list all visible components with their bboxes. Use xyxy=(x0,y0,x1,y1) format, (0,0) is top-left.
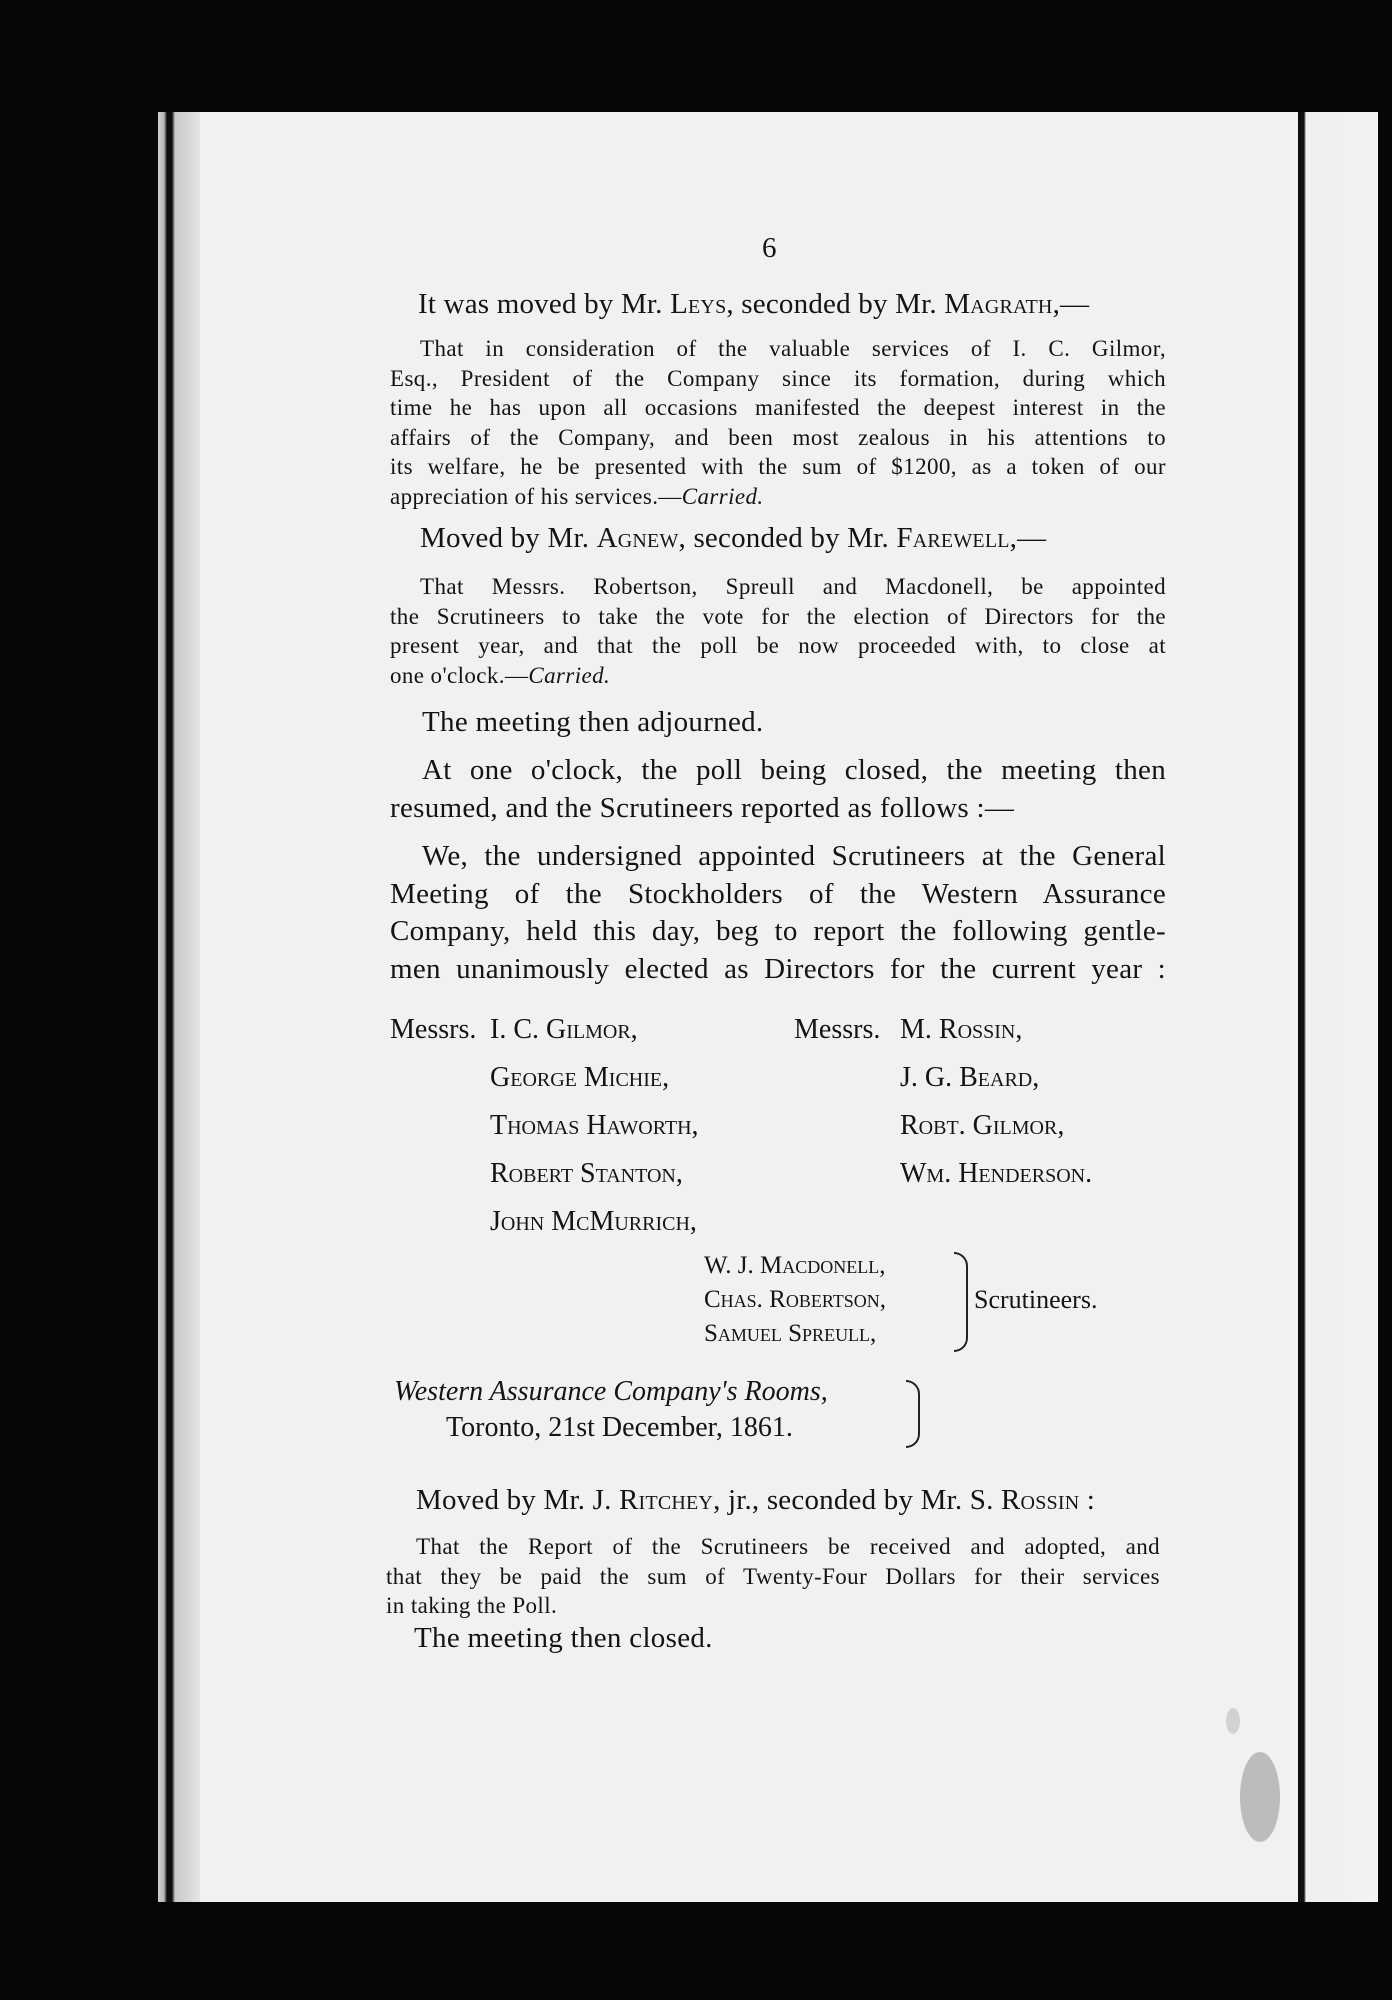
resolution-1-line: its welfare, he be presented with the sum of $1200, as a token of our xyxy=(390,454,1166,479)
motion-1-seconder: Magrath xyxy=(944,288,1053,320)
resolution-3-line: That the Report of the Scrutineers be received and adopted, and xyxy=(416,1534,1160,1559)
report-line: We, the undersigned appointed Scrutineers at the General xyxy=(422,840,1166,872)
scrutineers-label: Scrutineers. xyxy=(974,1285,1098,1314)
resolution-2 xyxy=(390,572,1166,690)
directors-prefix-left: Messrs. xyxy=(390,1014,477,1045)
signature-place: Western Assurance Company's Rooms, xyxy=(394,1376,828,1407)
director-name: M. Rossin, xyxy=(900,1014,1023,1045)
resolution-2-last-line: one o'clock.—Carried. xyxy=(390,662,611,688)
report-line: Company, held this day, beg to report the following gentle- xyxy=(390,915,1166,948)
left-page-edge xyxy=(158,112,202,1902)
director-name: John McMurrich, xyxy=(490,1206,697,1237)
scan-speck xyxy=(1226,1708,1240,1734)
motion-2-heading: Moved by Mr. Agnew, seconded by Mr. Farewell,— xyxy=(420,522,1047,554)
motion-1-mover: Leys xyxy=(670,288,727,320)
resolution-1-line: That in consideration of the valuable services of I. C. Gilmor, xyxy=(420,336,1166,361)
resolution-2-line: That Messrs. Robertson, Spreull and Macdonell, be appointed xyxy=(420,574,1166,599)
motion-3-mover: J. Ritchey xyxy=(592,1484,714,1516)
motion-1-result: Carried. xyxy=(681,483,764,509)
resolution-3 xyxy=(386,1532,1160,1621)
motion-3-heading: Moved by Mr. J. Ritchey, jr., seconded by Mr. S. Rossin : xyxy=(416,1484,1096,1516)
report-line: men unanimously elected as Directors for the current year : xyxy=(390,952,1166,985)
right-page-edge xyxy=(1298,112,1378,1902)
resolution-1-last-line: appreciation of his services.—Carried. xyxy=(390,483,764,509)
resolution-1-line: Esq., President of the Company since its formation, during which xyxy=(390,365,1166,391)
scrutineers-report xyxy=(390,838,1166,988)
resolution-3-line: that they be paid the sum of Twenty-Four Dollars for their services xyxy=(386,1563,1160,1589)
resolution-2-line: the Scrutineers to take the vote for the election of Directors for the xyxy=(390,603,1166,629)
scrutineer-name: Chas. Robertson, xyxy=(704,1286,887,1313)
report-line: Meeting of the Stockholders of the Western Assurance xyxy=(390,877,1166,910)
scrutineer-name: W. J. Macdonell, xyxy=(704,1252,886,1279)
meeting-closed: The meeting then closed. xyxy=(414,1622,713,1654)
scan-speck xyxy=(1240,1752,1280,1842)
resumed-last-line: resumed, and the Scrutineers reported as follows :— xyxy=(390,791,1015,824)
resolution-3-last-line: in taking the Poll. xyxy=(386,1593,558,1618)
motion-2-result: Carried. xyxy=(528,662,611,688)
meeting-adjourned: The meeting then adjourned. xyxy=(422,706,764,738)
resumed-line: At one o'clock, the poll being closed, the meeting then xyxy=(422,754,1166,786)
document-page xyxy=(200,112,1298,1902)
resolution-1-line: affairs of the Company, and been most zealous in his attentions to xyxy=(390,424,1166,450)
motion-2-seconder: Farewell xyxy=(896,522,1010,554)
meeting-resumed xyxy=(390,752,1166,827)
director-name: Wm. Henderson. xyxy=(900,1158,1093,1189)
motion-1-heading: It was moved by Mr. Leys, seconded by Mr. Magrath,— xyxy=(418,288,1090,320)
director-name: J. G. Beard, xyxy=(900,1062,1040,1093)
resolution-1 xyxy=(390,334,1166,511)
signature-date: Toronto, 21st December, 1861. xyxy=(446,1412,793,1443)
director-name: Robert Stanton, xyxy=(490,1158,683,1189)
director-name: I. C. Gilmor, xyxy=(490,1014,638,1045)
directors-prefix-right: Messrs. xyxy=(794,1014,881,1045)
scrutineer-name: Samuel Spreull, xyxy=(704,1320,877,1347)
resolution-2-line: present year, and that the poll be now proceeded with, to close at xyxy=(390,633,1166,658)
director-name: Robt. Gilmor, xyxy=(900,1110,1065,1141)
scrutineers-brace xyxy=(954,1252,968,1352)
motion-3-seconder: S. Rossin xyxy=(969,1484,1080,1516)
director-name: George Michie, xyxy=(490,1062,670,1093)
director-name: Thomas Haworth, xyxy=(490,1110,699,1141)
resolution-1-line: time he has upon all occasions manifested the deepest interest in the xyxy=(390,395,1166,420)
page-number: 6 xyxy=(762,232,777,264)
signature-brace xyxy=(906,1380,920,1448)
motion-2-mover: Agnew xyxy=(596,522,679,554)
